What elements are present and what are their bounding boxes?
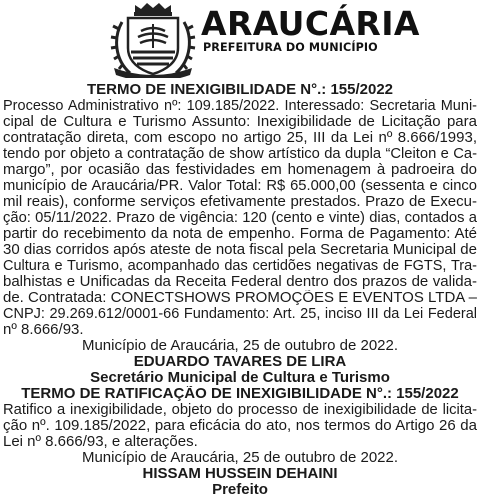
text-line: balhistas e Unificadas da Receita Federal dentro dos prazos de valida-	[3, 274, 477, 290]
termo-inexigibilidade-date: Município de Araucária, 25 de outubro de 2022.	[81, 338, 399, 354]
text-line: margo”, por ocasião das festividades em homenagem à padroeira do	[3, 162, 477, 178]
municipality-name: ARAUCÁRIA	[201, 4, 420, 43]
text-line: partir do recebimento da nota de empenho. Forma de Pagamento: Até	[3, 226, 477, 242]
text-line: nº 8.666/93.	[3, 322, 84, 338]
signer-name: EDUARDO TAVARES DE LIRA	[133, 354, 347, 370]
text-line: contratação direta, com escopo no artigo 25, III da Lei nº 8.666/1993,	[3, 130, 477, 146]
text-line: de. Contratada: CONECTSHOWS PROMOÇÕES E EVENTOS LTDA –	[3, 290, 477, 306]
text-line: Ratifico a inexigibilidade, objeto do processo de inexigibilidade de licita-	[3, 402, 477, 418]
text-line: 30 dias corridos após ateste de nota fiscal pela Secretaria Municipal de	[3, 242, 477, 258]
termo-inexigibilidade-text	[3, 98, 477, 338]
termo-inexigibilidade-title: TERMO DE INEXIGIBILIDADE N°.: 155/2022	[86, 82, 394, 98]
text-line: Lei nº 8.666/93, e alterações.	[3, 434, 198, 450]
signer-role: Secretário Municipal de Cultura e Turismo	[90, 370, 390, 386]
mayor-name: HISSAM HUSSEIN DEHAINI	[142, 466, 338, 482]
prefeitura-subtitle: PREFEITURA DO MUNICÍPIO	[203, 41, 378, 54]
text-line: CNPJ: 29.269.612/0001-66 Fundamento: Art. 25, inciso III da Lei Federal	[3, 306, 477, 322]
mayor-role: Prefeito	[212, 482, 268, 498]
termo-ratificacao-title: TERMO DE RATIFICAÇÃO DE INEXIGIBILIDADE N°.: 155/2022	[21, 386, 459, 402]
termo-ratificacao-text	[3, 402, 477, 450]
document-body	[3, 82, 477, 498]
text-line: mil reais), conforme serviços efetivamente prestados. Prazo de Execu-	[3, 194, 477, 210]
text-line: cipal de Cultura e Turismo Assunto: Inexigibilidade de Licitação para	[3, 114, 477, 130]
termo-ratificacao-date: Município de Araucária, 25 de outubro de 2022.	[81, 450, 399, 466]
text-line: tendo por objeto a contratação de show artístico da dupla “Cleiton e Ca-	[3, 146, 477, 162]
text-line: ção nº. 109.185/2022, para eficácia do ato, nos termos do Artigo 26 da	[3, 418, 477, 434]
municipal-crest-icon	[110, 2, 196, 78]
text-line: ção: 05/11/2022. Prazo de vigência: 120 (cento e vinte) dias, contados a	[3, 210, 477, 226]
letterhead	[0, 0, 479, 80]
text-line: Cultura e Turismo, acompanhado das certidões negativas de FGTS, Tra-	[3, 258, 477, 274]
text-line: município de Araucária/PR. Valor Total: R$ 65.000,00 (sessenta e cinco	[3, 178, 477, 194]
text-line: Processo Administrativo nº: 109.185/2022. Interessado: Secretaria Muni-	[3, 98, 477, 114]
